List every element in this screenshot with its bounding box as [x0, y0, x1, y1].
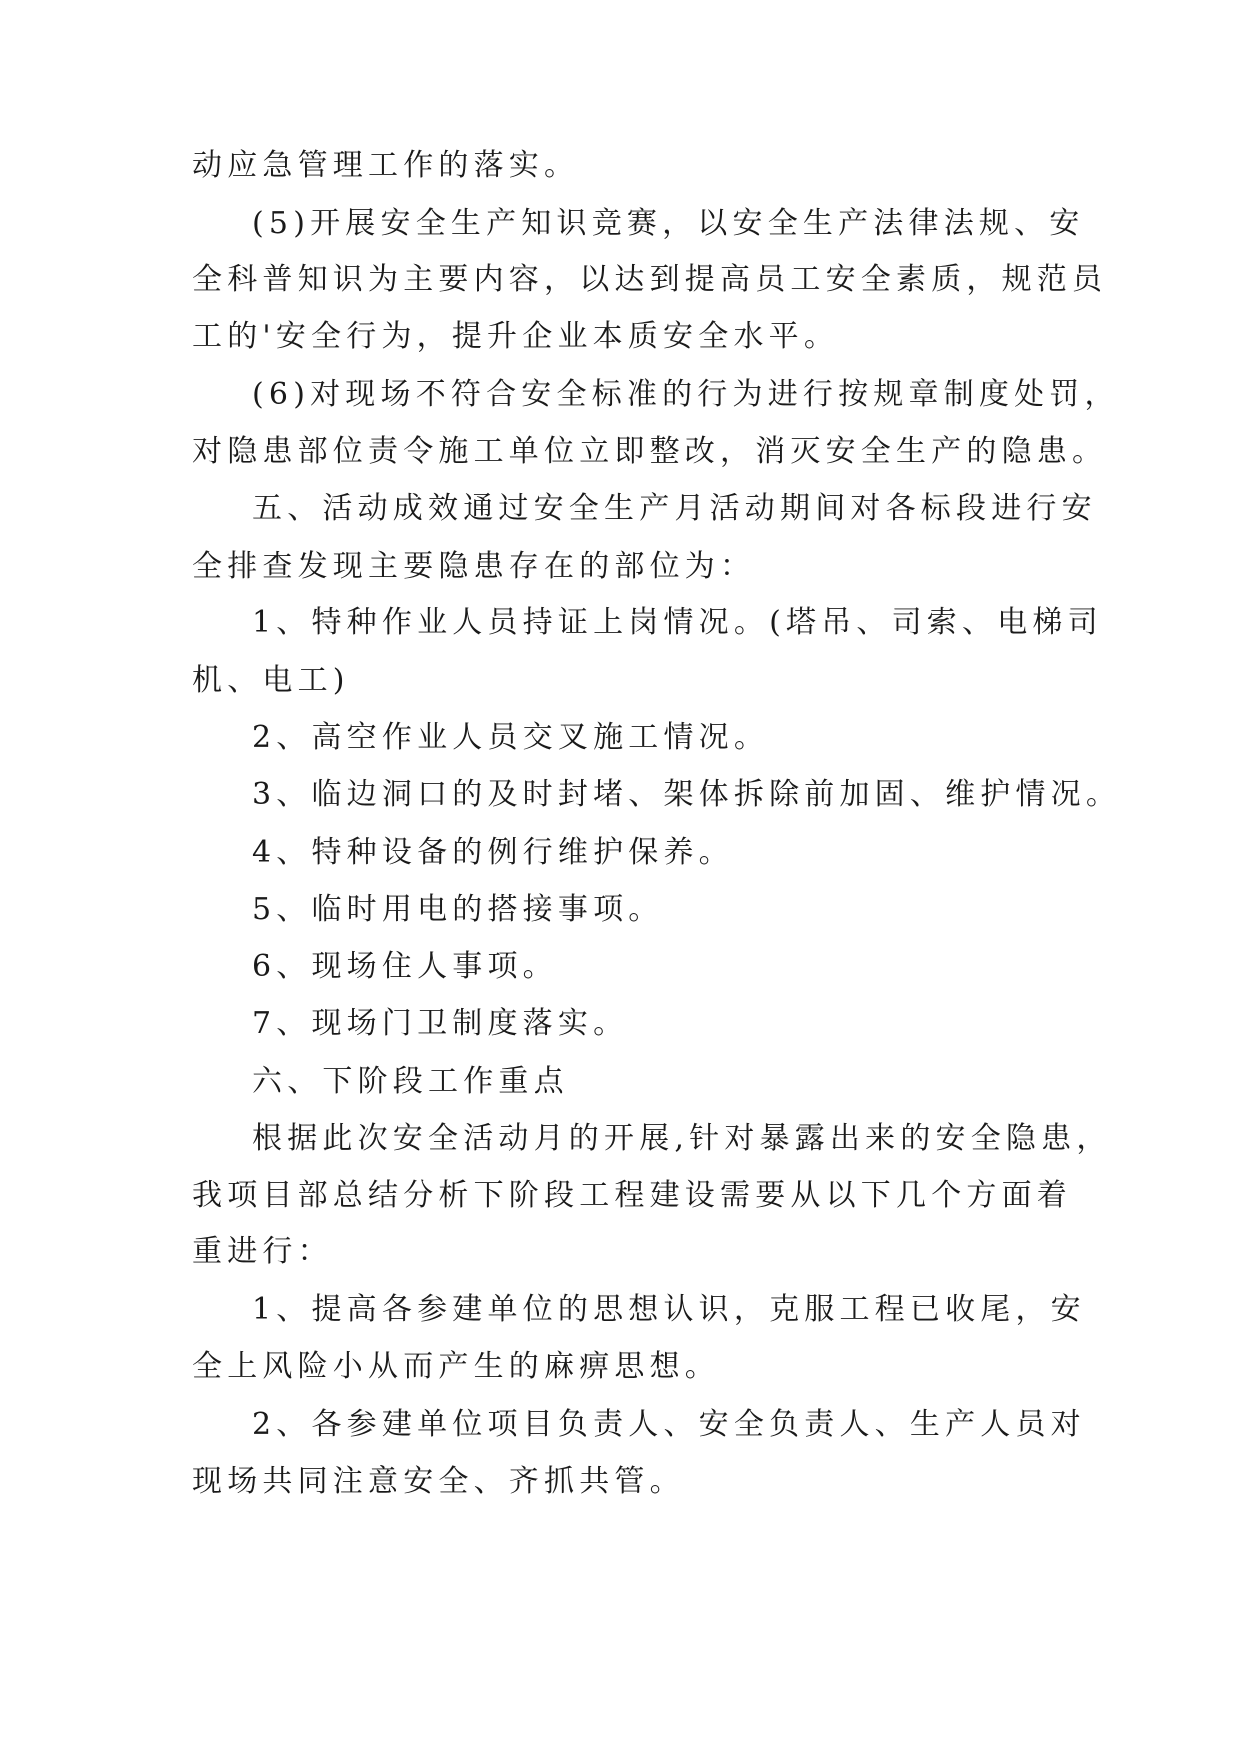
paragraph-start: (6)对现场不符合安全标准的行为进行按规章制度处罚， [252, 377, 1120, 412]
paragraph-start: 根据此次安全活动月的开展,针对暴露出来的安全隐患， [252, 1121, 1112, 1156]
section-heading: 五、活动成效通过安全生产月活动期间对各标段进行安 [252, 491, 1097, 526]
text-line: 全上风险小从而产生的麻痹思想。 [192, 1349, 720, 1384]
text-line: 全科普知识为主要内容，以达到提高员工安全素质，规范员 [192, 262, 1108, 297]
text-line: 全排查发现主要隐患存在的部位为： [192, 549, 756, 584]
list-item: 2、高空作业人员交叉施工情况。 [252, 720, 770, 755]
list-item: 6、现场住人事项。 [252, 949, 558, 984]
text-line: 动应急管理工作的落实。 [192, 148, 580, 183]
list-item: 5、临时用电的搭接事项。 [252, 892, 664, 927]
list-item: 7、现场门卫制度落实。 [252, 1006, 629, 1041]
list-item: 1、特种作业人员持证上岗情况。(塔吊、司索、电梯司 [252, 605, 1103, 640]
list-item: 1、提高各参建单位的思想认识，克服工程已收尾，安 [252, 1292, 1086, 1327]
list-item: 2、各参建单位项目负责人、安全负责人、生产人员对 [252, 1407, 1086, 1442]
list-item: 4、特种设备的例行维护保养。 [252, 835, 734, 870]
text-line: 机、电工) [192, 663, 350, 698]
text-line: 重进行： [192, 1234, 333, 1269]
list-item: 3、临边洞口的及时封堵、架体拆除前加固、维护情况。 [252, 777, 1122, 812]
paragraph-start: (5)开展安全生产知识竞赛，以安全生产法律法规、安 [252, 206, 1085, 241]
text-line: 对隐患部位责令施工单位立即整改，消灭安全生产的隐患。 [192, 434, 1108, 469]
section-heading: 六、下阶段工作重点 [252, 1064, 569, 1099]
text-line: 工的'安全行为，提升企业本质安全水平。 [192, 319, 840, 354]
text-line: 现场共同注意安全、齐抓共管。 [192, 1464, 685, 1499]
text-line: 我项目部总结分析下阶段工程建设需要从以下几个方面着 [192, 1178, 1072, 1213]
